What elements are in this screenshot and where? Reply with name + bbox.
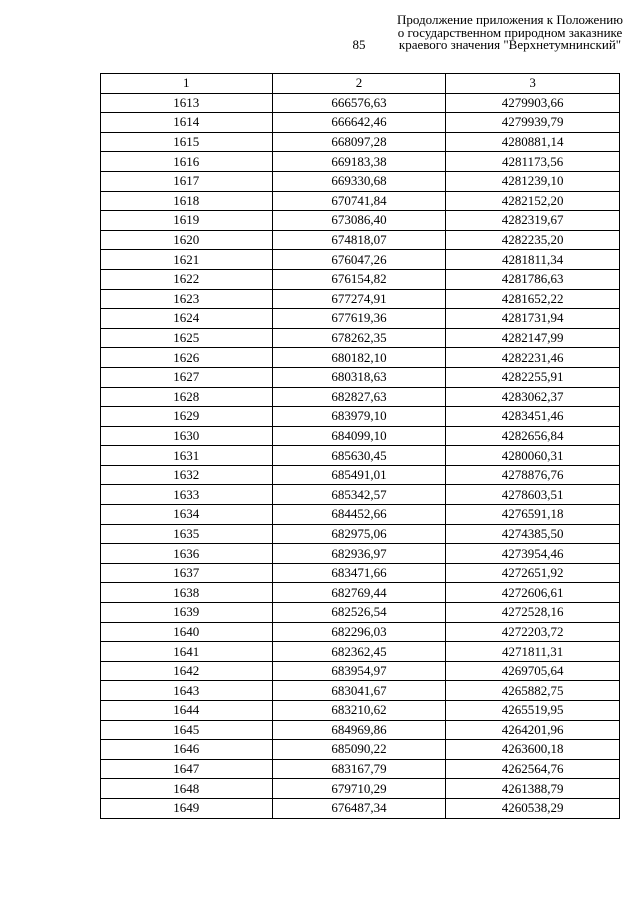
table-row <box>101 93 620 113</box>
point-number-cell: 1622 <box>101 269 273 289</box>
x-coordinate-cell: 685090,22 <box>272 740 446 760</box>
y-coordinate-cell: 4283062,37 <box>446 387 620 407</box>
y-coordinate-cell: 4276591,18 <box>446 505 620 525</box>
point-number-cell: 1620 <box>101 230 273 250</box>
y-coordinate-cell: 4273954,46 <box>446 544 620 564</box>
y-coordinate-cell: 4278876,76 <box>446 465 620 485</box>
point-number-cell: 1623 <box>101 289 273 309</box>
x-coordinate-cell: 682526,54 <box>272 603 446 623</box>
point-number-cell: 1629 <box>101 407 273 427</box>
y-coordinate-cell: 4269705,64 <box>446 661 620 681</box>
x-coordinate-cell: 679710,29 <box>272 779 446 799</box>
y-coordinate-cell: 4279939,79 <box>446 113 620 133</box>
y-coordinate-cell: 4271811,31 <box>446 642 620 662</box>
point-number-cell: 1626 <box>101 348 273 368</box>
y-coordinate-cell: 4282255,91 <box>446 367 620 387</box>
x-coordinate-cell: 682827,63 <box>272 387 446 407</box>
x-coordinate-cell: 680182,10 <box>272 348 446 368</box>
point-number-cell: 1635 <box>101 524 273 544</box>
table-row <box>101 583 620 603</box>
table-row <box>101 348 620 368</box>
y-coordinate-cell: 4280060,31 <box>446 446 620 466</box>
table-row <box>101 407 620 427</box>
point-number-cell: 1631 <box>101 446 273 466</box>
table-row <box>101 505 620 525</box>
table-row <box>101 563 620 583</box>
x-coordinate-cell: 682936,97 <box>272 544 446 564</box>
y-coordinate-cell: 4272203,72 <box>446 622 620 642</box>
y-coordinate-cell: 4262564,76 <box>446 759 620 779</box>
table-row <box>101 701 620 721</box>
x-coordinate-cell: 684099,10 <box>272 426 446 446</box>
x-coordinate-cell: 684969,86 <box>272 720 446 740</box>
x-coordinate-cell: 685630,45 <box>272 446 446 466</box>
x-coordinate-cell: 683167,79 <box>272 759 446 779</box>
table-row <box>101 642 620 662</box>
table-row <box>101 328 620 348</box>
table-row <box>101 211 620 231</box>
point-number-cell: 1648 <box>101 779 273 799</box>
x-coordinate-cell: 676154,82 <box>272 269 446 289</box>
x-coordinate-cell: 683979,10 <box>272 407 446 427</box>
y-coordinate-cell: 4265519,95 <box>446 701 620 721</box>
point-number-cell: 1630 <box>101 426 273 446</box>
point-number-cell: 1637 <box>101 563 273 583</box>
table-row <box>101 132 620 152</box>
point-number-cell: 1619 <box>101 211 273 231</box>
table-row <box>101 367 620 387</box>
column-header: 1 <box>101 74 273 94</box>
point-number-cell: 1643 <box>101 681 273 701</box>
table-row <box>101 720 620 740</box>
x-coordinate-cell: 676047,26 <box>272 250 446 270</box>
x-coordinate-cell: 677619,36 <box>272 309 446 329</box>
x-coordinate-cell: 685342,57 <box>272 485 446 505</box>
point-number-cell: 1644 <box>101 701 273 721</box>
x-coordinate-cell: 684452,66 <box>272 505 446 525</box>
x-coordinate-cell: 685491,01 <box>272 465 446 485</box>
coordinates-table <box>100 73 620 819</box>
y-coordinate-cell: 4282152,20 <box>446 191 620 211</box>
table-row <box>101 681 620 701</box>
y-coordinate-cell: 4272606,61 <box>446 583 620 603</box>
table-row <box>101 152 620 172</box>
x-coordinate-cell: 674818,07 <box>272 230 446 250</box>
y-coordinate-cell: 4281811,34 <box>446 250 620 270</box>
y-coordinate-cell: 4281239,10 <box>446 171 620 191</box>
y-coordinate-cell: 4264201,96 <box>446 720 620 740</box>
point-number-cell: 1628 <box>101 387 273 407</box>
column-header: 2 <box>272 74 446 94</box>
y-coordinate-cell: 4283451,46 <box>446 407 620 427</box>
point-number-cell: 1615 <box>101 132 273 152</box>
table-row <box>101 113 620 133</box>
x-coordinate-cell: 677274,91 <box>272 289 446 309</box>
x-coordinate-cell: 669330,68 <box>272 171 446 191</box>
y-coordinate-cell: 4282319,67 <box>446 211 620 231</box>
y-coordinate-cell: 4263600,18 <box>446 740 620 760</box>
table-row <box>101 250 620 270</box>
point-number-cell: 1647 <box>101 759 273 779</box>
x-coordinate-cell: 683471,66 <box>272 563 446 583</box>
point-number-cell: 1634 <box>101 505 273 525</box>
table-row <box>101 426 620 446</box>
y-coordinate-cell: 4281786,63 <box>446 269 620 289</box>
point-number-cell: 1616 <box>101 152 273 172</box>
table-row <box>101 446 620 466</box>
table-row <box>101 269 620 289</box>
x-coordinate-cell: 682769,44 <box>272 583 446 603</box>
table-row <box>101 465 620 485</box>
point-number-cell: 1633 <box>101 485 273 505</box>
point-number-cell: 1649 <box>101 798 273 818</box>
x-coordinate-cell: 682362,45 <box>272 642 446 662</box>
header-note-line: о государственном природном заказнике <box>397 24 623 40</box>
table-header-row <box>101 74 620 94</box>
point-number-cell: 1639 <box>101 603 273 623</box>
point-number-cell: 1645 <box>101 720 273 740</box>
point-number-cell: 1646 <box>101 740 273 760</box>
y-coordinate-cell: 4261388,79 <box>446 779 620 799</box>
x-coordinate-cell: 682296,03 <box>272 622 446 642</box>
x-coordinate-cell: 683210,62 <box>272 701 446 721</box>
table-row <box>101 544 620 564</box>
point-number-cell: 1624 <box>101 309 273 329</box>
page-number: 85 <box>352 37 366 52</box>
header-note <box>380 14 640 52</box>
table-row <box>101 309 620 329</box>
point-number-cell: 1613 <box>101 93 273 113</box>
point-number-cell: 1618 <box>101 191 273 211</box>
y-coordinate-cell: 4280881,14 <box>446 132 620 152</box>
point-number-cell: 1641 <box>101 642 273 662</box>
x-coordinate-cell: 683041,67 <box>272 681 446 701</box>
y-coordinate-cell: 4281652,22 <box>446 289 620 309</box>
table-row <box>101 622 620 642</box>
header-note-line: Продолжение приложения к Положению <box>397 12 623 27</box>
x-coordinate-cell: 666576,63 <box>272 93 446 113</box>
x-coordinate-cell: 678262,35 <box>272 328 446 348</box>
y-coordinate-cell: 4281731,94 <box>446 309 620 329</box>
y-coordinate-cell: 4279903,66 <box>446 93 620 113</box>
table-row <box>101 661 620 681</box>
table-row <box>101 191 620 211</box>
table-row <box>101 230 620 250</box>
table-row <box>101 485 620 505</box>
x-coordinate-cell: 683954,97 <box>272 661 446 681</box>
table-row <box>101 387 620 407</box>
point-number-cell: 1614 <box>101 113 273 133</box>
table-row <box>101 798 620 818</box>
x-coordinate-cell: 673086,40 <box>272 211 446 231</box>
y-coordinate-cell: 4272528,16 <box>446 603 620 623</box>
x-coordinate-cell: 668097,28 <box>272 132 446 152</box>
point-number-cell: 1640 <box>101 622 273 642</box>
x-coordinate-cell: 682975,06 <box>272 524 446 544</box>
y-coordinate-cell: 4265882,75 <box>446 681 620 701</box>
point-number-cell: 1638 <box>101 583 273 603</box>
point-number-cell: 1621 <box>101 250 273 270</box>
table-row <box>101 289 620 309</box>
y-coordinate-cell: 4282235,20 <box>446 230 620 250</box>
table-body <box>101 93 620 818</box>
y-coordinate-cell: 4282656,84 <box>446 426 620 446</box>
table-row <box>101 759 620 779</box>
x-coordinate-cell: 680318,63 <box>272 367 446 387</box>
y-coordinate-cell: 4282147,99 <box>446 328 620 348</box>
table-row <box>101 603 620 623</box>
column-header: 3 <box>446 74 620 94</box>
y-coordinate-cell: 4278603,51 <box>446 485 620 505</box>
x-coordinate-cell: 676487,34 <box>272 798 446 818</box>
point-number-cell: 1627 <box>101 367 273 387</box>
table-row <box>101 171 620 191</box>
y-coordinate-cell: 4274385,50 <box>446 524 620 544</box>
point-number-cell: 1625 <box>101 328 273 348</box>
point-number-cell: 1632 <box>101 465 273 485</box>
point-number-cell: 1617 <box>101 171 273 191</box>
x-coordinate-cell: 669183,38 <box>272 152 446 172</box>
y-coordinate-cell: 4282231,46 <box>446 348 620 368</box>
table-row <box>101 779 620 799</box>
y-coordinate-cell: 4272651,92 <box>446 563 620 583</box>
x-coordinate-cell: 666642,46 <box>272 113 446 133</box>
point-number-cell: 1636 <box>101 544 273 564</box>
header-note-line: краевого значения "Верхнетумнинский" <box>398 37 622 52</box>
table-row <box>101 740 620 760</box>
y-coordinate-cell: 4281173,56 <box>446 152 620 172</box>
table-row <box>101 524 620 544</box>
y-coordinate-cell: 4260538,29 <box>446 798 620 818</box>
x-coordinate-cell: 670741,84 <box>272 191 446 211</box>
point-number-cell: 1642 <box>101 661 273 681</box>
